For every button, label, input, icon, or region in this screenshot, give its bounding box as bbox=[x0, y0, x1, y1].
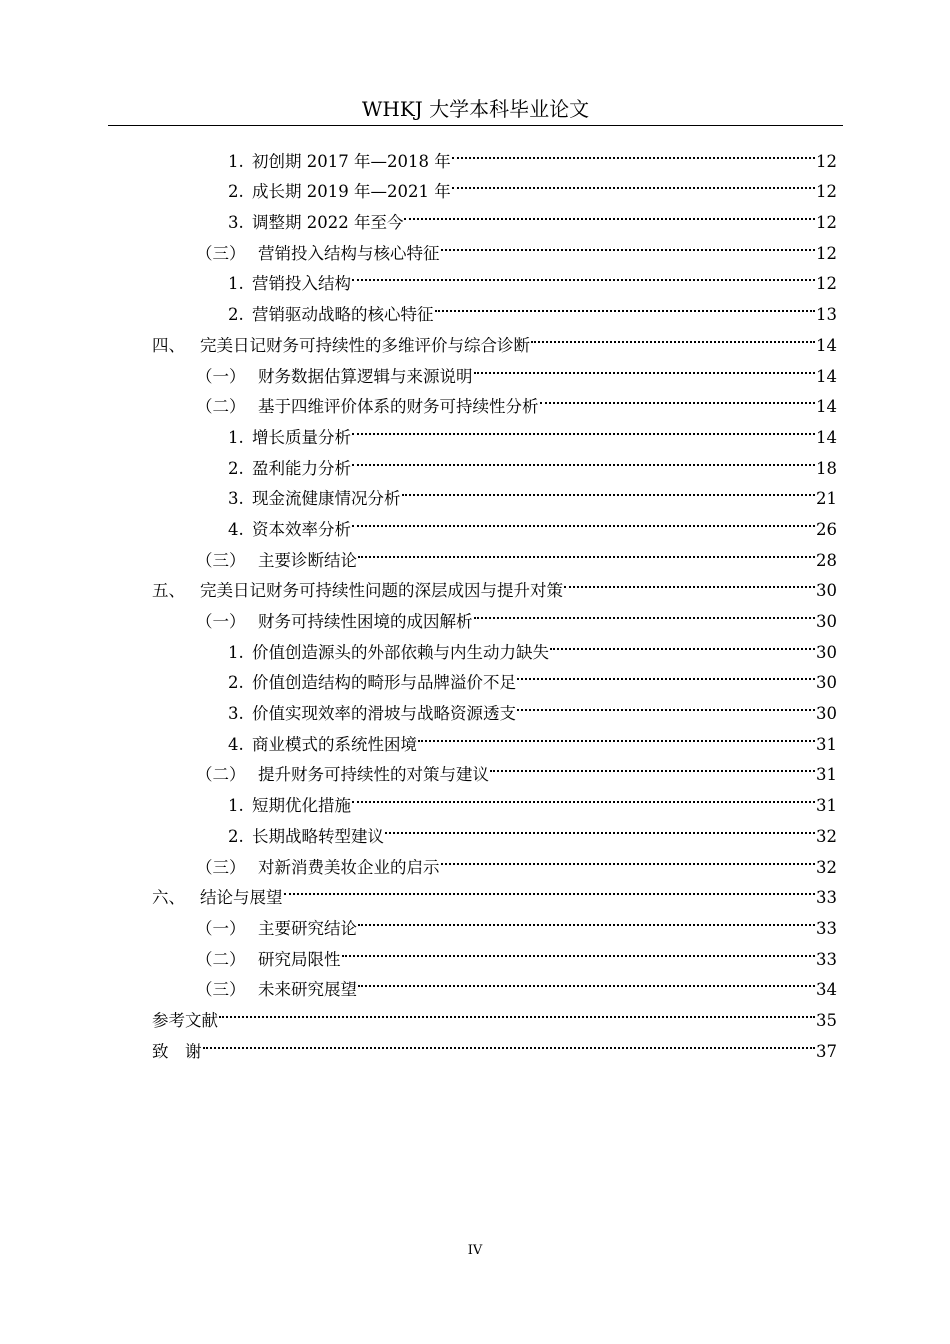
toc-dot-leader bbox=[418, 719, 815, 750]
toc-entry-title: 提升财务可持续性的对策与建议 bbox=[258, 765, 489, 785]
toc-entry-page: 30 bbox=[816, 612, 837, 631]
toc-entry-number: 1. bbox=[228, 796, 244, 816]
toc-dot-leader bbox=[352, 443, 815, 474]
toc-entry-title: 增长质量分析 bbox=[252, 427, 351, 447]
toc-dot-leader bbox=[517, 658, 815, 689]
toc-entry-number: 六、 bbox=[152, 888, 185, 908]
toc-entry-number: （一） bbox=[196, 366, 246, 386]
toc-dot-leader bbox=[352, 412, 815, 443]
toc-dot-leader bbox=[550, 627, 815, 658]
toc-entry-number: （二） bbox=[196, 765, 246, 785]
toc-entry-title: 未来研究展望 bbox=[258, 980, 357, 1000]
toc-entry-page: 21 bbox=[816, 489, 837, 509]
toc-entry-page: 33 bbox=[816, 918, 837, 938]
toc-entry-page: 32 bbox=[816, 857, 837, 877]
toc-entry-title: 初创期 2017 年—2018 年 bbox=[252, 151, 451, 171]
toc-entry-number: 4. bbox=[228, 734, 244, 754]
toc-dot-leader bbox=[352, 259, 815, 290]
toc-dot-leader bbox=[352, 504, 815, 535]
toc-entry-title: 成长期 2019 年—2021 年 bbox=[252, 182, 451, 202]
toc-dot-leader bbox=[441, 842, 816, 873]
toc-entry-number: 1. bbox=[228, 642, 244, 662]
toc-entry-page: 30 bbox=[816, 581, 837, 601]
toc-entry[interactable] bbox=[152, 995, 837, 1030]
toc-entry-title: 基于四维评价体系的财务可持续性分析 bbox=[258, 397, 539, 417]
toc-dot-leader bbox=[474, 596, 816, 627]
toc-entry-title: 主要研究结论 bbox=[258, 918, 357, 938]
toc-entry-title: 价值实现效率的滑坡与战略资源透支 bbox=[252, 704, 516, 724]
toc-entry-page: 12 bbox=[816, 182, 837, 202]
toc-dot-leader bbox=[342, 934, 816, 965]
toc-entry-page: 30 bbox=[816, 704, 837, 724]
toc-entry-page: 35 bbox=[816, 1010, 837, 1030]
toc-dot-leader bbox=[435, 289, 816, 320]
toc-entry-page: 14 bbox=[816, 335, 837, 355]
toc-entry-page: 37 bbox=[816, 1041, 837, 1061]
toc-entry-number: 1. bbox=[228, 427, 244, 447]
toc-dot-leader bbox=[358, 965, 815, 996]
toc-dot-leader bbox=[219, 995, 815, 1026]
toc-entry-page: 13 bbox=[816, 305, 837, 325]
toc-entry-page: 12 bbox=[816, 274, 837, 294]
toc-entry-title: 主要诊断结论 bbox=[258, 550, 357, 570]
toc-entry-number: （一） bbox=[196, 612, 246, 631]
toc-entry-number: 2. bbox=[228, 826, 244, 846]
toc-entry-page: 30 bbox=[816, 673, 837, 693]
toc-entry-title: 长期战略转型建议 bbox=[252, 826, 384, 846]
toc-entry-page: 12 bbox=[816, 213, 837, 233]
toc-entry-number: 1. bbox=[228, 151, 244, 171]
toc-entry-page: 33 bbox=[816, 949, 837, 969]
toc-entry-page: 30 bbox=[816, 642, 837, 662]
toc-entry-number: （三） bbox=[196, 243, 246, 263]
toc-entry-page: 32 bbox=[816, 826, 837, 846]
toc-dot-leader bbox=[203, 1026, 816, 1057]
toc-dot-leader bbox=[358, 535, 815, 566]
toc-entry-page: 12 bbox=[816, 243, 837, 263]
toc-entry-page: 28 bbox=[816, 550, 837, 570]
toc-entry-page: 14 bbox=[816, 397, 837, 417]
toc-dot-leader bbox=[404, 197, 815, 228]
toc-dot-leader bbox=[474, 351, 816, 382]
toc-entry-title: 完美日记财务可持续性问题的深层成因与提升对策 bbox=[200, 581, 563, 601]
page-header bbox=[108, 96, 843, 126]
page-footer bbox=[0, 1243, 950, 1258]
toc-dot-leader bbox=[452, 136, 815, 167]
toc-entry-title: 价值创造结构的畸形与品牌溢价不足 bbox=[252, 673, 516, 693]
toc-entry-title: 财务可持续性困境的成因解析 bbox=[258, 612, 473, 631]
toc-entry[interactable] bbox=[152, 136, 837, 171]
toc-dot-leader bbox=[517, 688, 815, 719]
toc-entry-title: 调整期 2022 年至今 bbox=[252, 213, 404, 233]
toc-entry-title: 资本效率分析 bbox=[252, 519, 351, 539]
toc-dot-leader bbox=[452, 167, 815, 198]
toc-entry-number: 2. bbox=[228, 673, 244, 693]
toc-entry-number: 3. bbox=[228, 704, 244, 724]
toc-entry-number: （三） bbox=[196, 980, 246, 1000]
toc-entry-title: 参考文献 bbox=[152, 1010, 218, 1030]
toc-dot-leader bbox=[385, 811, 815, 842]
toc-entry-number: 2. bbox=[228, 458, 244, 478]
toc-entry-title: 营销投入结构与核心特征 bbox=[258, 243, 440, 263]
toc-entry-title: 研究局限性 bbox=[258, 949, 341, 969]
toc-entry-title: 短期优化措施 bbox=[252, 796, 351, 816]
toc-entry-page: 26 bbox=[816, 519, 837, 539]
table-of-contents bbox=[152, 136, 837, 1061]
toc-entry-title: 对新消费美妆企业的启示 bbox=[258, 857, 440, 877]
toc-dot-leader bbox=[441, 228, 816, 259]
toc-entry-page: 14 bbox=[816, 427, 837, 447]
toc-entry-page: 34 bbox=[816, 980, 837, 1000]
toc-entry-number: 2. bbox=[228, 182, 244, 202]
toc-entry-title: 营销投入结构 bbox=[252, 274, 351, 294]
header-title: WHKJ 大学本科毕业论文 bbox=[361, 97, 590, 121]
toc-entry-number: 四、 bbox=[152, 335, 185, 355]
toc-entry-number: 1. bbox=[228, 274, 244, 294]
toc-entry-number: （三） bbox=[196, 857, 246, 877]
toc-entry-page: 18 bbox=[816, 458, 837, 478]
toc-entry-title: 现金流健康情况分析 bbox=[252, 489, 401, 509]
toc-dot-leader bbox=[490, 750, 815, 781]
toc-entry-number: 3. bbox=[228, 489, 244, 509]
toc-entry[interactable] bbox=[152, 1026, 837, 1061]
toc-entry-number: （二） bbox=[196, 397, 246, 417]
toc-dot-leader bbox=[352, 780, 815, 811]
toc-entry-page: 31 bbox=[816, 765, 837, 785]
toc-entry-title: 完美日记财务可持续性的多维评价与综合诊断 bbox=[200, 335, 530, 355]
toc-dot-leader bbox=[284, 873, 816, 904]
toc-entry-title: 商业模式的系统性困境 bbox=[252, 734, 417, 754]
toc-entry-number: 五、 bbox=[152, 581, 185, 601]
toc-entry-title: 价值创造源头的外部依赖与内生动力缺失 bbox=[252, 642, 549, 662]
toc-entry-page: 33 bbox=[816, 888, 837, 908]
toc-entry-number: 3. bbox=[228, 213, 244, 233]
toc-dot-leader bbox=[358, 903, 815, 934]
toc-entry-number: 4. bbox=[228, 519, 244, 539]
toc-entry-title: 财务数据估算逻辑与来源说明 bbox=[258, 366, 473, 386]
toc-dot-leader bbox=[402, 474, 816, 505]
toc-entry-page: 31 bbox=[816, 734, 837, 754]
toc-entry-page: 12 bbox=[816, 151, 837, 171]
page-number: IV bbox=[467, 1243, 483, 1258]
toc-dot-leader bbox=[531, 320, 815, 351]
toc-entry-page: 31 bbox=[816, 796, 837, 816]
toc-entry-title: 营销驱动战略的核心特征 bbox=[252, 305, 434, 325]
toc-entry-number: （一） bbox=[196, 918, 246, 938]
toc-entry-number: 2. bbox=[228, 305, 244, 325]
toc-entry-title: 致 谢 bbox=[152, 1041, 202, 1061]
toc-dot-leader bbox=[564, 566, 815, 597]
toc-entry-title: 盈利能力分析 bbox=[252, 458, 351, 478]
toc-dot-leader bbox=[540, 382, 816, 413]
toc-entry-number: （三） bbox=[196, 550, 246, 570]
toc-entry-page: 14 bbox=[816, 366, 837, 386]
toc-entry-number: （二） bbox=[196, 949, 246, 969]
toc-entry-title: 结论与展望 bbox=[200, 888, 283, 908]
